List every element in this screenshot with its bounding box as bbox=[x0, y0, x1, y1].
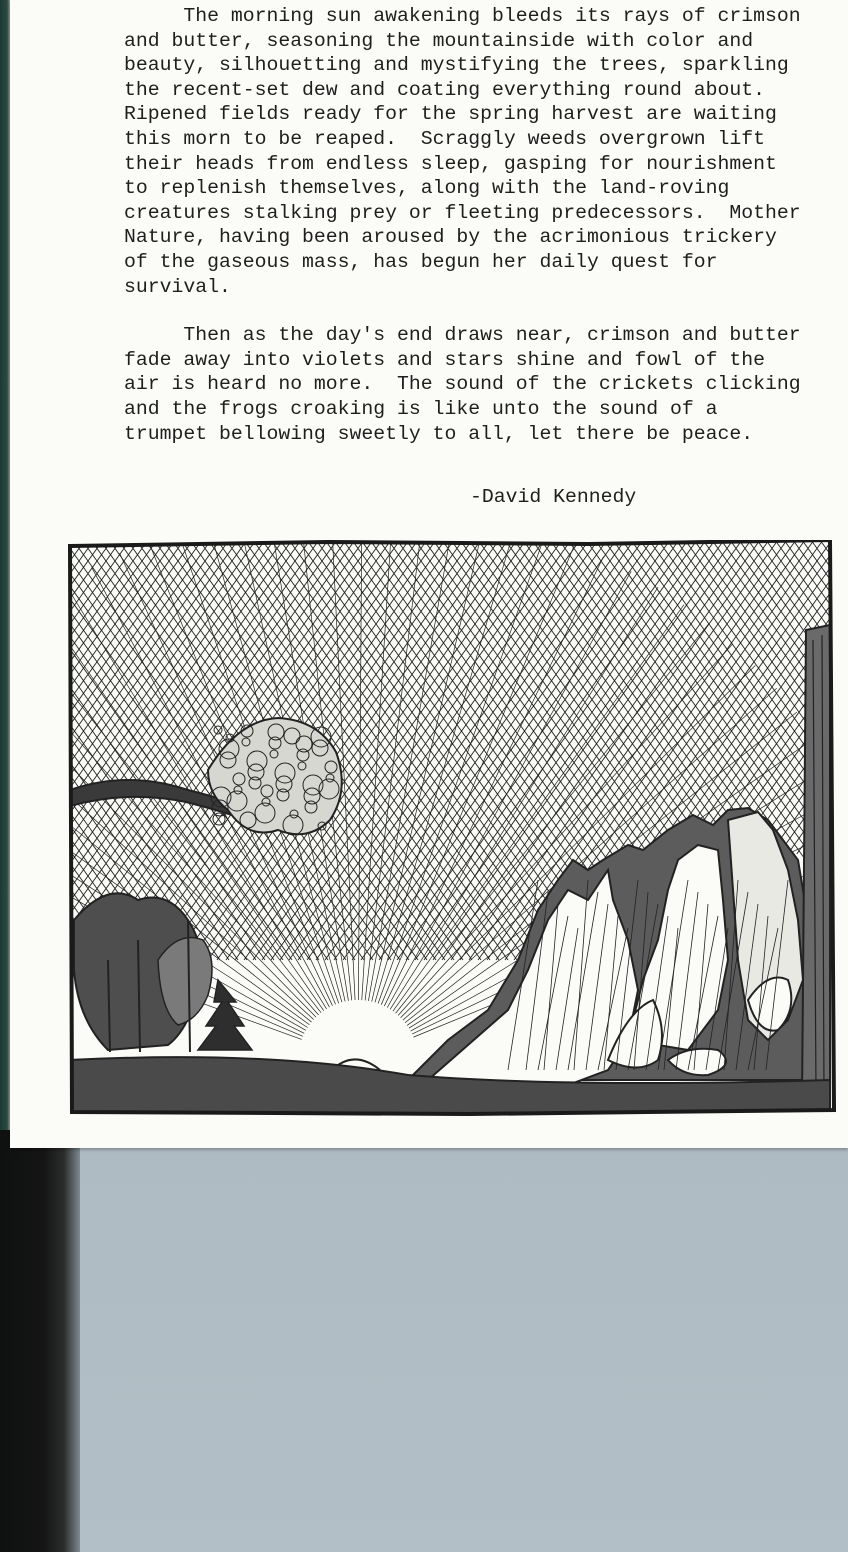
text-line: Then as the day's end draws near, crimson and butter bbox=[124, 324, 801, 347]
author-byline: -David Kennedy bbox=[470, 486, 637, 508]
text-line: their heads from endless sleep, gasping for nourishment bbox=[124, 152, 777, 175]
paragraph-1 bbox=[124, 4, 848, 299]
text-line: creatures stalking prey or fleeting predecessors. Mother bbox=[124, 201, 801, 224]
text-line: survival. bbox=[124, 275, 231, 298]
landscape-illustration bbox=[68, 540, 836, 1118]
text-line: this morn to be reaped. Scraggly weeds overgrown lift bbox=[124, 127, 766, 150]
text-line: beauty, silhouetting and mystifying the trees, sparkling bbox=[124, 54, 789, 77]
scanned-page bbox=[10, 0, 848, 1148]
text-line: Ripened fields ready for the spring harvest are waiting bbox=[124, 103, 777, 126]
paragraph-2 bbox=[124, 323, 848, 446]
text-line: the recent-set dew and coating everything round about. bbox=[124, 78, 766, 101]
text-line: Nature, having been aroused by the acrimonious trickery bbox=[124, 226, 777, 249]
text-line: to replenish themselves, along with the land-roving bbox=[124, 177, 730, 200]
text-line: air is heard no more. The sound of the crickets clicking bbox=[124, 373, 801, 396]
text-line: of the gaseous mass, has begun her daily quest for bbox=[124, 250, 718, 273]
essay-text bbox=[124, 4, 848, 470]
text-line: fade away into violets and stars shine and fowl of the bbox=[124, 348, 766, 371]
text-line: trumpet bellowing sweetly to all, let there be peace. bbox=[124, 422, 754, 445]
tree-trunk-right bbox=[802, 625, 830, 1100]
text-line: The morning sun awakening bleeds its rays of crimson bbox=[124, 5, 801, 27]
dark-margin-strip bbox=[0, 1130, 80, 1552]
text-line: and butter, seasoning the mountainside with color and bbox=[124, 29, 754, 52]
text-line: and the frogs croaking is like unto the sound of a bbox=[124, 397, 718, 420]
